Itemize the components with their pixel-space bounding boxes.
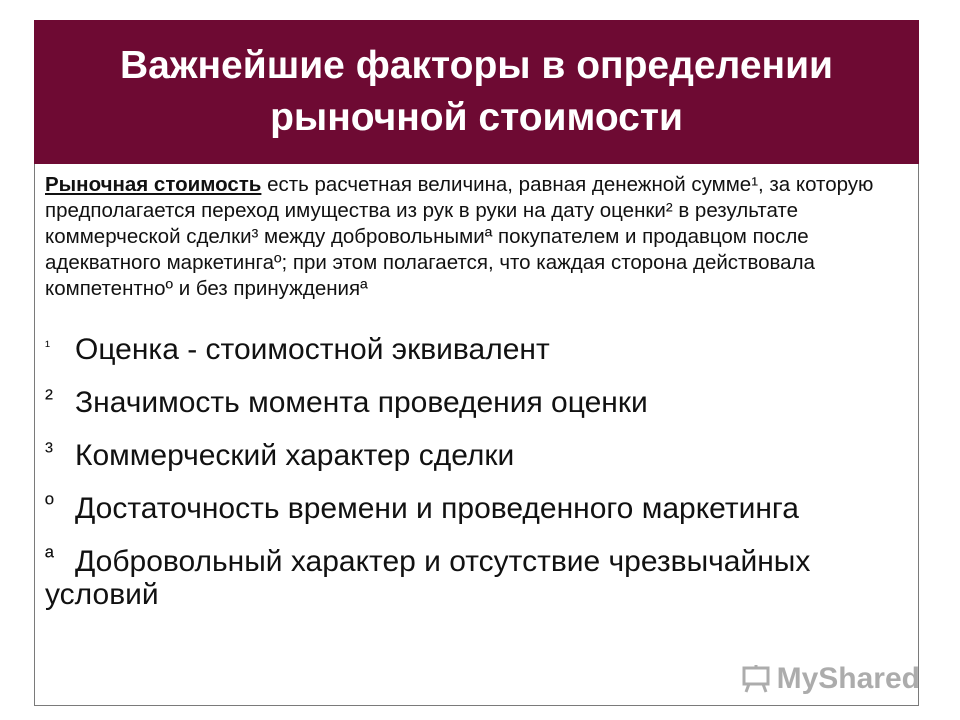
footnote-item [45,541,908,611]
content-box [34,164,919,706]
watermark-logo [741,662,920,696]
watermark-text: MyShared [776,662,920,695]
definition-term: Рыночная стоимость [45,173,262,196]
footnote-text: Оценка - стоимостной эквивалент [75,333,550,366]
footnote-text: Достаточность времени и проведенного маркетинга [75,492,799,525]
footnote-item [45,435,908,472]
definition-text: есть расчетная величина, равная денежной сумме¹, за которую предполагается переход имущества из рук в руки на дату оценки² в результате коммерческой сделки³ между добровольнымиª покупателем и продавцом после адекватного маркетингаº; при этом полагается, что каждая сторона действовала компетентноº и без принужденияª [45,173,874,300]
footnote-item [45,488,908,525]
footnote-mark: ¹ [45,338,50,355]
footnote-text: Добровольный характер и отсутствие чрезвычайных условий [45,545,811,611]
slide-title: Важнейшие факторы в определении рыночной стоимости [119,44,834,139]
footnote-text: Коммерческий характер сделки [75,439,515,472]
footnote-text: Значимость момента проведения оценки [75,386,648,419]
footnote-item [45,330,908,366]
title-banner [34,20,919,164]
footnote-mark: ª [45,544,54,571]
footnote-item [45,382,908,419]
definition-paragraph [45,172,908,302]
footnote-mark: ² [45,385,53,412]
footnote-list [45,330,908,611]
board-icon [741,664,771,694]
footnote-mark: º [45,491,54,518]
footnote-mark: ³ [45,438,53,465]
